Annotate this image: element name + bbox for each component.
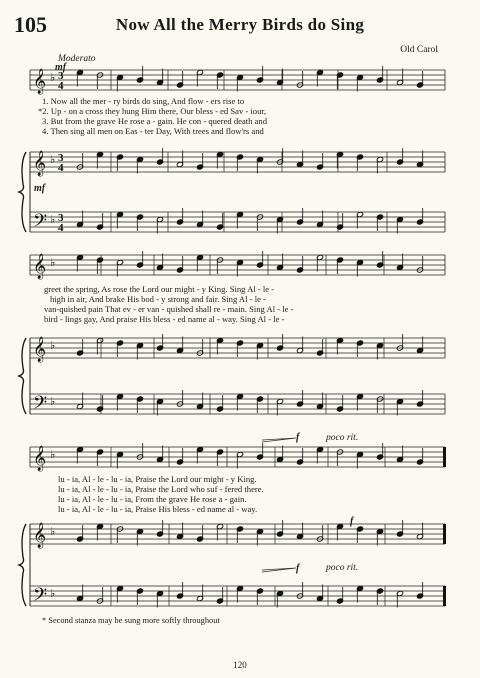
system3-final-bar-1 [443, 447, 446, 467]
system2-staff-2-key-flat: ♭ [50, 339, 56, 352]
system3-staff-3-clef: 𝄢 [33, 585, 48, 610]
system3-staff-3-key-flat: ♭ [50, 587, 56, 600]
system2-staff-3-key-flat: ♭ [50, 395, 56, 408]
dynamic-mf-organ: mf [34, 183, 46, 194]
lyrics-s3-v3: lu - ia, Al - le - lu - ia, From the grave He rose a - gain. [58, 494, 247, 504]
lyrics-s2-v4: bird - lings gay, And praise His bless - ed name al - way. Sing Al - le - [44, 314, 285, 324]
lyrics-s3-v4: lu - ia, Al - le - lu - ia, Praise His bless - ed name al - way. [58, 504, 258, 514]
hairpin-1 [262, 438, 296, 442]
poco-rit-3: poco rit. [326, 563, 359, 573]
lyrics-s1-v2: *2. Up - on a cross they hung Him there, Our bless - ed Sav - iour, [38, 106, 267, 116]
system2-staff-3-clef: 𝄢 [33, 393, 48, 418]
system3-final-bar-2 [443, 524, 446, 544]
page-number: 120 [233, 660, 247, 670]
system1-staff-3-time-bottom: 4 [58, 222, 64, 234]
system1-staff-3-clef: 𝄢 [33, 211, 48, 236]
lyrics-s2-v3: van-quished pain That ev - er van - quished shall re - main. Sing Al - le - [44, 304, 294, 314]
system2-staff-1-clef: 𝄞 [33, 254, 47, 279]
system1-staff-2-clef: 𝄞 [33, 151, 47, 176]
lyrics-s1-v1: 1. Now all the mer - ry birds do sing, And flow - ers rise to [42, 96, 245, 106]
dynamic-f-1: f [296, 432, 300, 443]
dynamic-mf-top: mf [55, 62, 67, 73]
lyrics-s1-v4: 4. Then sing all men on Eas - ter Day, With trees and flow'rs and [42, 126, 264, 136]
hymn-number: 105 [14, 12, 47, 37]
lyrics-s2-v1: greet the spring, As rose the Lord our might - y King. Sing Al - le - [44, 284, 275, 294]
system3-brace [19, 524, 26, 606]
system3-final-bar-3 [443, 586, 446, 606]
system3-staff-1-key-flat: ♭ [50, 448, 56, 461]
system1-staff-3-key-flat: ♭ [50, 213, 56, 226]
system3-staff-2-key-flat: ♭ [50, 525, 56, 538]
lyrics-s2-v2: high in air, And brake His bod - y strong and fair. Sing Al - le - [50, 294, 266, 304]
system3-staff-2-clef: 𝄞 [33, 523, 47, 548]
lyrics-s3-v2: lu - ia, Al - le - lu - ia, Praise the Lord who suf - fered there. [58, 484, 264, 494]
hymn-title: Now All the Merry Birds do Sing [115, 15, 365, 34]
system3-staff-1-clef: 𝄞 [33, 446, 47, 471]
system1-staff-1-clef: 𝄞 [33, 69, 47, 94]
hairpin-2 [262, 568, 296, 572]
footnote: * Second stanza may be sung more softly throughout [42, 616, 220, 625]
system1-brace [19, 152, 26, 232]
dynamic-f-2: f [350, 516, 354, 527]
system1-staff-1-time-bottom: 4 [58, 80, 64, 92]
system2-staff-2-clef: 𝄞 [33, 337, 47, 362]
tune-attribution: Old Carol [400, 45, 438, 55]
system2-staff-1-key-flat: ♭ [50, 256, 56, 269]
poco-rit-1: poco rit. [326, 433, 359, 443]
lyrics-s3-v1: lu - ia, Al - le - lu - ia, Praise the Lord our might - y King. [58, 474, 257, 484]
system1-staff-2-key-flat: ♭ [50, 153, 56, 166]
system1-staff-1-key-flat: ♭ [50, 71, 56, 84]
lyrics-s1-v3: 3. But from the grave He rose a - gain. He con - quered death and [42, 116, 268, 126]
system1-staff-2-time-bottom: 4 [58, 162, 64, 174]
tempo-marking: Moderato [58, 54, 96, 64]
system1-staff-2-time-top: 3 [58, 152, 64, 164]
system2-brace [19, 338, 26, 414]
system1-staff-1-time-top: 3 [58, 70, 64, 82]
system1-staff-3-time-top: 3 [58, 212, 64, 224]
dynamic-f-3: f [296, 563, 300, 574]
